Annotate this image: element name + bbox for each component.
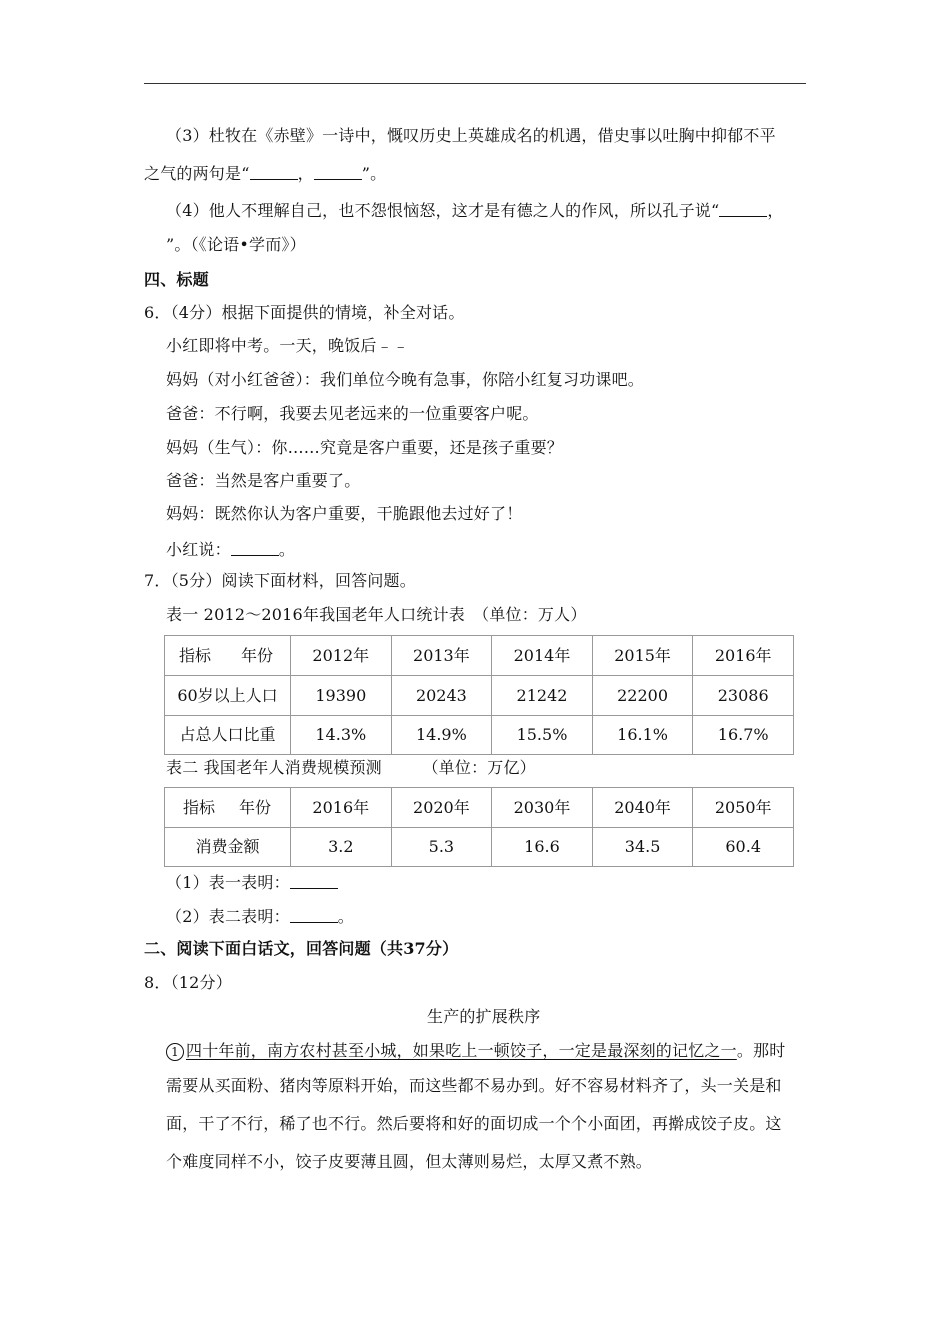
table-elderly-population (164, 635, 794, 755)
year-cell: 2016年 (693, 636, 794, 676)
table-cell: 20243 (391, 676, 492, 716)
q6-answer-line (166, 540, 295, 558)
q7-sub1-label: （1）表一表明： (166, 873, 290, 892)
table-cell: 14.3% (291, 716, 392, 755)
year-cell: 2020年 (391, 788, 492, 828)
answer-blank[interactable] (290, 873, 338, 889)
table-cell: 16.7% (693, 716, 794, 755)
table-cell: 23086 (693, 676, 794, 716)
header-year: 年份 (241, 645, 274, 665)
dialogue-line: 小红即将中考。一天，晚饭后﹣﹣ (166, 336, 410, 355)
q5-item4-line2: ”。（《论语•学而》） (166, 235, 306, 254)
q5-item3-text-a: 之气的两句是“ (144, 164, 250, 183)
paragraph-line: 个难度同样不小，饺子皮要薄且圆，但太薄则易烂，太厚又煮不熟。 (166, 1152, 653, 1171)
q8-stem: 8．（12分） (144, 973, 232, 992)
q5-item3-text-b: ， (297, 164, 314, 183)
header-rule (144, 83, 806, 84)
table-cell: 5.3 (391, 828, 492, 867)
table-cell: 19390 (291, 676, 392, 716)
q5-item3-text-c: ”。 (361, 164, 387, 183)
table-cell: 22200 (592, 676, 693, 716)
answer-blank[interactable] (314, 164, 362, 180)
answer-blank[interactable] (719, 201, 767, 217)
dialogue-line: 妈妈（生气）：你……究竟是客户重要，还是孩子重要？ (166, 438, 564, 457)
answer-blank[interactable] (290, 907, 338, 923)
header-indicator: 指标 (183, 797, 216, 817)
article-title: 生产的扩展秩序 (427, 1007, 541, 1026)
table-cell: 14.9% (391, 716, 492, 755)
q7-sub2-label: （2）表二表明： (166, 907, 290, 926)
dialogue-line: 爸爸：不行啊，我要去见老远来的一位重要客户呢。 (166, 404, 539, 423)
row-label: 占总人口比重 (165, 716, 291, 755)
q5-item4-text-b: ， (767, 201, 784, 220)
paragraph-line: 需要从买面粉、猪肉等原料开始，而这些都不易办到。好不容易材料齐了，头一关是和 (166, 1076, 782, 1095)
table-cell: 16.6 (492, 828, 593, 867)
q6-answer-end: 。 (278, 540, 296, 559)
year-cell: 2030年 (492, 788, 593, 828)
table-cell: 21242 (492, 676, 593, 716)
year-cell: 2015年 (592, 636, 693, 676)
table-cell: 34.5 (592, 828, 693, 867)
header-indicator: 指标 (179, 645, 212, 665)
table-header-cell (165, 788, 291, 828)
dialogue-line: 爸爸：当然是客户重要了。 (166, 471, 361, 490)
q5-item4-line1 (166, 201, 784, 219)
table-elderly-consumption (164, 787, 794, 867)
year-cell: 2012年 (291, 636, 392, 676)
table-cell: 15.5% (492, 716, 593, 755)
q6-answer-label: 小红说： (166, 540, 231, 559)
table-cell: 16.1% (592, 716, 693, 755)
row-label: 60岁以上人口 (165, 676, 291, 716)
year-cell: 2040年 (592, 788, 693, 828)
paragraph-line: 面，干了不行，稀了也不行。然后要将和好的面切成一个个小面团，再擀成饺子皮。这 (166, 1114, 782, 1133)
table-cell: 3.2 (291, 828, 392, 867)
table2-caption: 表二 我国老年人消费规模预测 （单位：万亿） (166, 758, 536, 777)
answer-blank[interactable] (231, 540, 279, 556)
paragraph-1-line1 (166, 1043, 785, 1061)
section-title-2: 二、阅读下面白话文，回答问题（共37分） (144, 939, 459, 958)
row-label: 消费金额 (165, 828, 291, 867)
table-cell: 60.4 (693, 828, 794, 867)
year-cell: 2050年 (693, 788, 794, 828)
answer-blank[interactable] (250, 164, 298, 180)
q7-sub2-end: 。 (337, 907, 354, 926)
dialogue-line: 妈妈：既然你认为客户重要，干脆跟他去过好了！ (166, 504, 523, 523)
header-year: 年份 (239, 797, 272, 817)
dialogue-line: 妈妈（对小红爸爸）：我们单位今晚有急事，你陪小红复习功课吧。 (166, 370, 645, 389)
table1-caption: 表一 2012～2016年我国老年人口统计表 （单位：万人） (166, 605, 587, 624)
table-header-cell (165, 636, 291, 676)
paragraph-text: 。那时 (736, 1041, 786, 1060)
q7-stem: 7．（5分）阅读下面材料，回答问题。 (144, 571, 416, 590)
q6-stem: 6．（4分）根据下面提供的情境，补全对话。 (144, 303, 465, 322)
q7-sub1 (166, 873, 338, 891)
q5-item3-line2 (144, 164, 386, 182)
year-cell: 2014年 (492, 636, 593, 676)
section-title-4: 四、标题 (144, 270, 209, 289)
underlined-sentence: 四十年前，南方农村甚至小城，如果吃上一顿饺子，一定是最深刻的记忆之一 (186, 1041, 737, 1060)
q5-item3-line1: （3）杜牧在《赤壁》一诗中，慨叹历史上英雄成名的机遇，借史事以吐胸中抑郁不平 (166, 126, 776, 145)
q7-sub2 (166, 907, 354, 925)
q5-item4-text-a: （4）他人不理解自己，也不怨恨恼怒，这才是有德之人的作风，所以孔子说“ (166, 201, 720, 220)
year-cell: 2016年 (291, 788, 392, 828)
year-cell: 2013年 (391, 636, 492, 676)
paragraph-number-badge: 1 (166, 1043, 184, 1061)
